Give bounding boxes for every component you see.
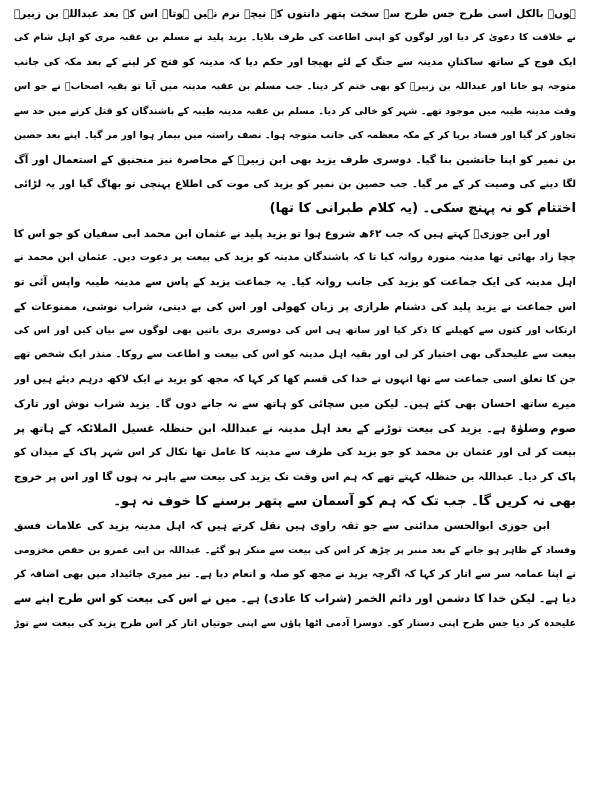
text-line: نے خلافت کا دعویٰ کر دیا اور لوگوں کو اپنی اطاعت کی طرف بلایا۔ یزید پلید نے مسلم بن عقبہ مری کو اہل شام کی [14,32,576,44]
text-line: لگا دینے کی وصیت کر کے مر گیا۔ جب حصین بن نمیر کو یزید کی موت کی اطلاع پہنچی تو بھاگ گیا اور یہ لڑائی [14,178,576,190]
paragraph-2 [14,222,576,515]
paragraph-3 [14,514,576,636]
text-line: ابن جوزی ابوالحسن مدائنی سے جو ثقہ راوی ہیں نقل کرتے ہیں کہ اہل مدینہ یزید کی علامات فسق [14,520,550,533]
text-line: جن کا تعلق اسی جماعت سے تھا انہوں نے خدا کی قسم کھا کر کہا کہ مجھ کو یزید نے ایک لاکھ درہم دیئے ہیں اور [14,373,576,385]
text-line: اور ابن جوزیؒ کہتے ہیں کہ جب ۶۲ھ شروع ہوا تو یزید پلید نے عثمان ابن محمد ابی سفیان کو جو اس کا [14,227,550,240]
text-line: پاک کر دیا۔ عبداللہ بن حنظلہ کہتے تھے کہ ہم اس وقت تک یزید کی بیعت سے باہر نہ ہوں گا اور اس پر خروج [14,471,576,484]
text-line: بیعت سے علیحدگی بھی اختیار کر لی اور بقیہ اہل مدینہ کو اس کی بیعت و اطاعت سے روکا۔ منذر ایک شخص تھے [14,349,576,361]
text-line: علیحدہ کر دیا جس طرح اپنی دستار کو۔ دوسرا آدمی اٹھا پاؤں سے اپنی جوتیاں اتار کر اس طرح یزید کی بیعت سے توڑ [14,617,576,629]
text-line: متوجہ ہو جانا اور عبداللہ بن زبیرؓ کو بھی ختم کر دینا۔ جب مسلم بن عقبہ مدینہ میں آیا تو بقیہ اصحابؓ نے جو اس [14,81,576,93]
text-line: تجاوز کر گیا اور فساد برپا کر کے مکہ معظمہ کی جانب متوجہ ہوا۔ نصف راستہ میں بیمار ہوا اور مر گیا۔ اپنے بعد حصین [14,129,576,141]
text-line: دیا ہے۔ لیکن خدا کا دشمن اور دائم الخمر (شراب کا عادی) ہے۔ میں نے اس کی بیعت کو اس طرح اپنے سے [14,592,576,606]
text-line: اختتام کو نہ پہنچ سکی۔ (یہ کلام طبرانی کا تھا) [269,201,576,217]
text-line: میرے ساتھ احسان بھی کئے ہیں۔ لیکن میں سچائی کو ہاتھ سے نہ جانے دوں گا۔ یزید شراب نوش اور تارک [14,398,576,411]
text-line: بھی نہ کریں گا۔ جب تک کہ ہم کو آسمان سے پتھر برسنے کا خوف نہ ہو۔ [113,493,576,509]
document-page [14,2,576,798]
text-line: اہل مدینہ کی ایک جماعت کو یزید کی جانب روانہ کیا۔ یہ جماعت یزید کے پاس سے مدینہ طیبہ واپس آئی تو [14,276,576,289]
paragraph-1 [14,2,576,222]
text-line: ہوں۔ بالکل اسی طرح جس طرح سے سخت پتھر دانتوں کے نیچے نرم نہیں ہوتا۔ اس کے بعد عبداللہ بن زبیرؓ [14,8,576,20]
text-line: وفساد کے ظاہر ہو جانے کے بعد منبر پر چڑھ کر اس کی بیعت سے منکر ہو گئے۔ عبداللہ بن ابی عمرو بن حفص مخزومی [14,544,576,556]
text-line: بن نمیر کو اپنا جانشین بنا گیا۔ دوسری طرف یزید بھی ابن زبیرؓ کے محاصرہ نیز منجنیق کے استعمال اور آگ [14,154,576,167]
text-line: اس جماعت نے یزید پلید کی دشنام طرازی پر زبان کھولی اور اس کی بے دینی، شراب نوشی، ممنوعات کے [14,300,576,313]
text-line: چچا زاد بھائی تھا مدینہ منورہ روانہ کیا تا کہ باشندگان مدینہ کو یزید کی بیعت پر دعوت دیں۔ عثمان ابن محمد نے [14,251,576,263]
text-line: ایک فوج کے ساتھ ساکنانِ مدینہ سے جنگ کے لئے بھیجا اور حکم دیا کہ مدینہ کو فتح کر لینے کے بعد مکہ کی جانب [14,56,576,68]
text-line: وقت مدینہ طیبہ میں موجود تھے۔ شہر کو خالی کر دیا۔ مسلم بن عقبہ مدینہ طیبہ کے باشندگان کو قتل کرنے میں حد سے [14,105,576,117]
text-line: صوم وصلوٰۃ ہے۔ یزید کی بیعت توڑنے کے بعد اہل مدینہ نے عبداللہ ابن حنظلہ غسیل الملائکہ کے ہاتھ پر [14,421,576,435]
text-line: نے اپنا عمامہ سر سے اتار کر کہا کہ اگرچہ یزید نے مجھ کو صلہ و انعام دیا ہے۔ نیز میری جائیداد میں بھی اضافہ کر [14,568,576,580]
text-line: بیعت کر لی اور عثمان بن محمد کو جو یزید کی طرف سے مدینہ کا عامل تھا نکال کر اس شہر پاک کے میدان کو [14,447,576,459]
text-line: ارتکاب اور کتوں سے کھیلنے کا ذکر کیا اور ساتھ ہی اس کی دوسری بری باتیں بھی لوگوں سے بیان کیں اور اس کی [14,325,576,337]
